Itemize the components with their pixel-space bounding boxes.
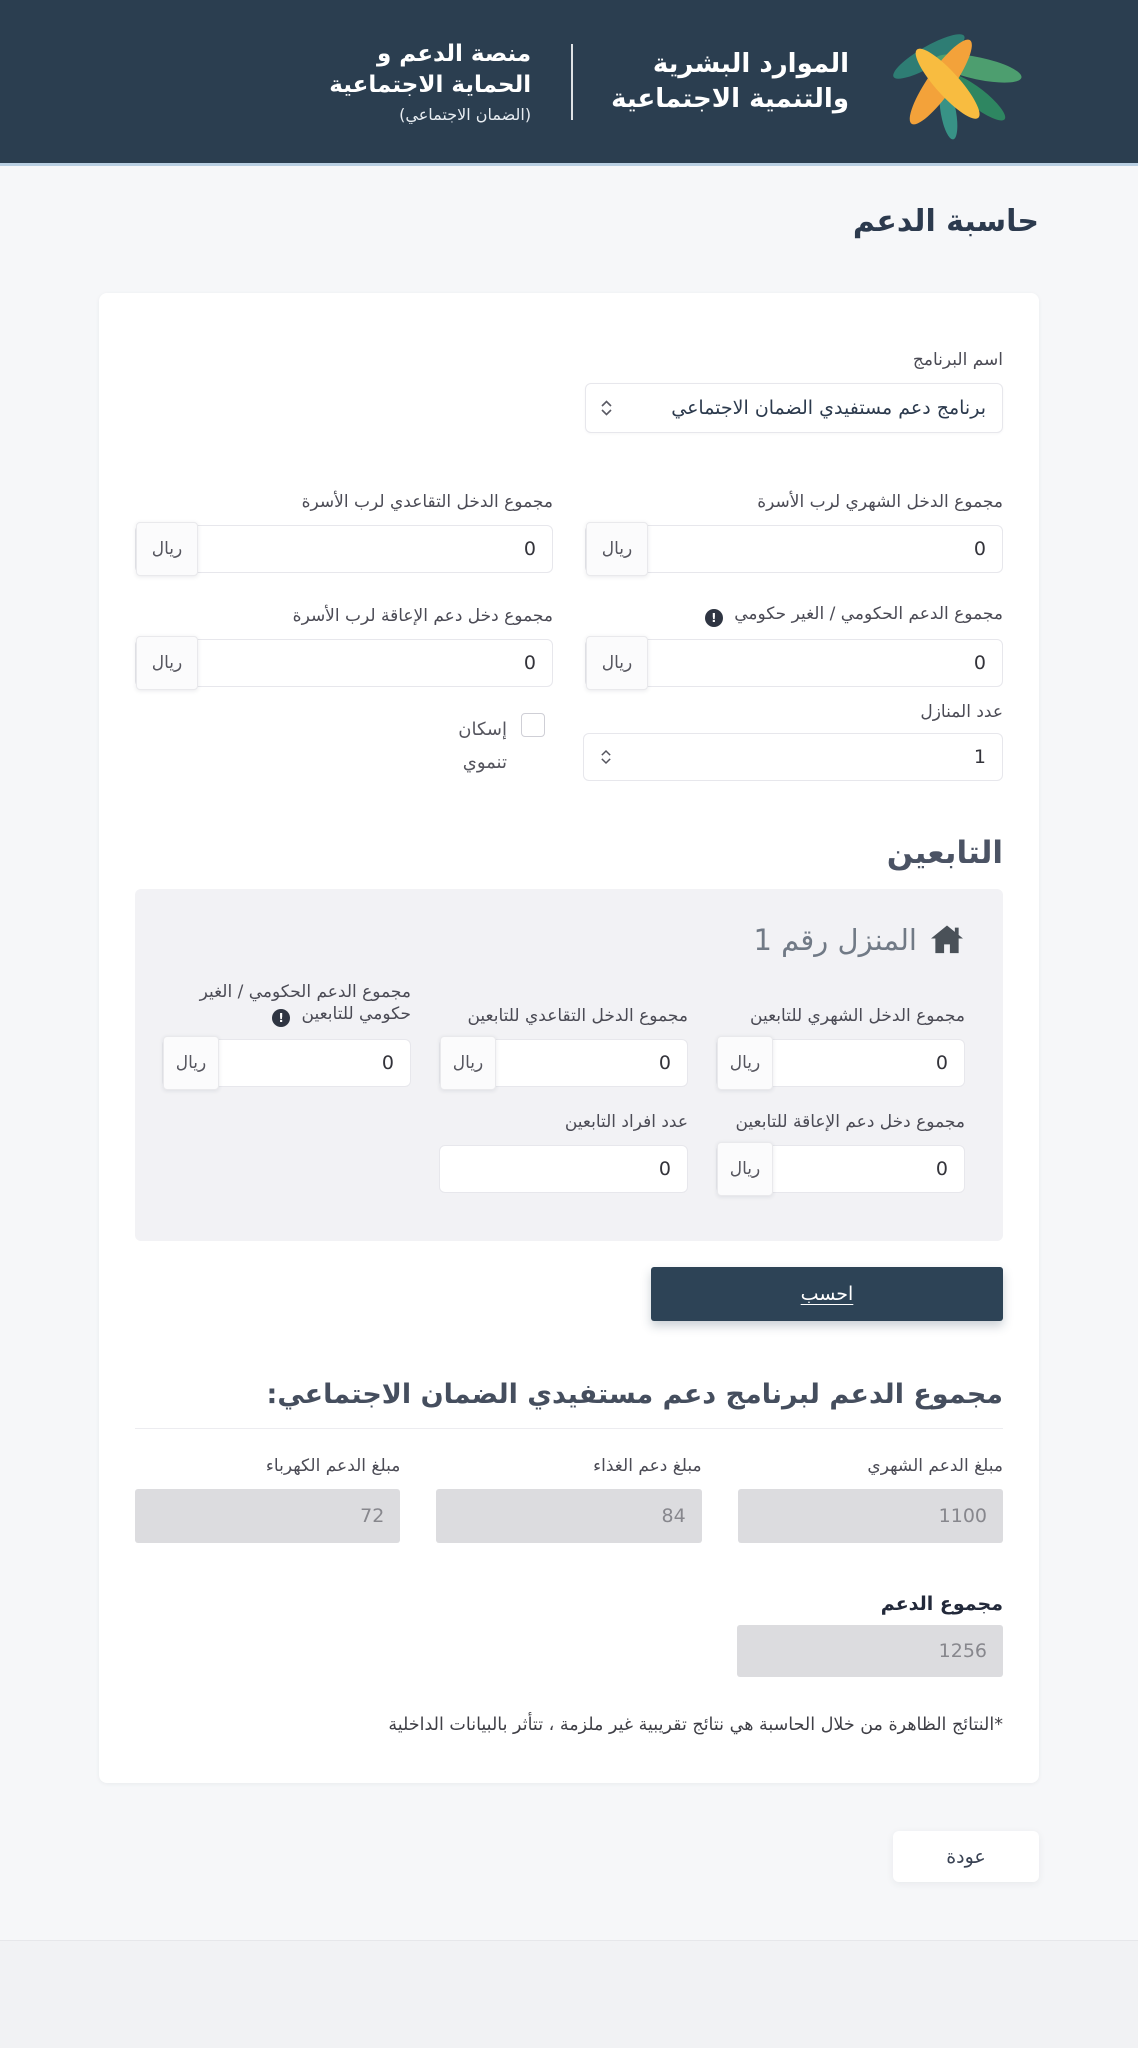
currency-addon: ريال (163, 1036, 219, 1090)
monthly-income-input[interactable] (648, 526, 1002, 572)
platform-subtitle: (الضمان الاجتماعي) (399, 105, 532, 125)
dep-monthly-income-label: مجموع الدخل الشهري للتابعين (750, 1006, 965, 1026)
total-support-value: 1256 (737, 1625, 1003, 1677)
houses-count-label: عدد المنازل (920, 702, 1003, 722)
chevron-updown-icon (600, 399, 613, 417)
housing-checkbox-field (441, 701, 545, 780)
program-name-label: اسم البرنامج (912, 350, 1003, 370)
currency-addon: ريال (586, 522, 648, 576)
dep-monthly-income-input[interactable] (773, 1040, 964, 1086)
calculate-button[interactable]: احسب (651, 1267, 1003, 1321)
electricity-support-result (135, 1455, 400, 1543)
food-support-label: مبلغ دعم الغذاء (593, 1456, 702, 1476)
ministry-logo (863, 9, 1038, 154)
dep-gov-support-label (162, 981, 411, 1027)
total-support-label: مجموع الدعم (880, 1593, 1003, 1615)
disability-income-input[interactable] (198, 640, 552, 686)
electricity-support-value: 72 (135, 1489, 400, 1543)
back-button[interactable]: عودة (893, 1831, 1039, 1882)
dep-members-count-label: عدد افراد التابعين (564, 1112, 688, 1132)
platform-title-line2: الحماية الاجتماعية (329, 72, 532, 98)
developmental-housing-checkbox[interactable] (521, 713, 545, 737)
houses-count-field (583, 701, 1003, 781)
platform-title (329, 39, 531, 124)
platform-title-line1: منصة الدعم و (377, 40, 532, 67)
retirement-income-input[interactable] (198, 526, 552, 572)
disability-income-field (135, 605, 553, 687)
monthly-income-field (585, 491, 1003, 573)
header-divider (571, 44, 573, 120)
houses-count-input[interactable] (612, 734, 1002, 780)
main-content (0, 166, 1138, 1940)
monthly-support-result (738, 1455, 1003, 1543)
food-support-value: 84 (436, 1489, 701, 1543)
dep-gov-support-label-text: مجموع الدعم الحكومي / الغير حكومي للتابعين (199, 982, 411, 1024)
monthly-support-label: مبلغ الدعم الشهري (867, 1456, 1003, 1476)
currency-addon: ريال (136, 522, 198, 576)
dep-retirement-income-input[interactable] (496, 1040, 687, 1086)
calculator-card (99, 293, 1039, 1783)
house-title (173, 923, 965, 957)
program-select-value: برنامج دعم مستفيدي الضمان الاجتماعي (671, 397, 986, 419)
disability-income-label: مجموع دخل دعم الإعاقة لرب الأسرة (292, 606, 553, 626)
program-select[interactable] (585, 383, 1003, 433)
results-title: مجموع الدعم لبرنامج دعم مستفيدي الضمان الاجتماعي: (135, 1379, 1003, 1429)
gov-support-field (585, 603, 1003, 687)
dependents-section-title: التابعين (886, 835, 1003, 871)
dep-monthly-income-field (716, 1005, 965, 1087)
monthly-income-label: مجموع الدخل الشهري لرب الأسرة (757, 492, 1003, 512)
currency-addon: ريال (586, 636, 648, 690)
results-disclaimer: *النتائج الظاهرة من خلال الحاسبة هي نتائج تقريبية غير ملزمة ، تتأثر بالبيانات الداخلية (388, 1715, 1003, 1735)
dep-disability-income-input[interactable] (773, 1146, 964, 1192)
house-title-text: المنزل رقم 1 (753, 923, 917, 957)
dep-retirement-income-label: مجموع الدخل التقاعدي للتابعين (467, 1006, 688, 1026)
ministry-title-line1: الموارد البشرية (652, 49, 849, 80)
page-title: حاسبة الدعم (852, 204, 1039, 239)
info-icon[interactable]: ! (705, 609, 723, 627)
palm-logo-icon (866, 12, 1036, 152)
currency-addon: ريال (717, 1142, 773, 1196)
developmental-housing-label: إسكان تنموي (458, 719, 507, 774)
dep-gov-support-field (162, 981, 411, 1087)
info-icon[interactable]: ! (272, 1009, 290, 1027)
page-footer (0, 1940, 1138, 2048)
dep-retirement-income-field (439, 1005, 688, 1087)
monthly-support-value: 1100 (738, 1489, 1003, 1543)
retirement-income-field (135, 491, 553, 573)
gov-support-label (585, 603, 1003, 627)
ministry-title-line2: والتنمية الاجتماعية (611, 83, 849, 114)
retirement-income-label: مجموع الدخل التقاعدي لرب الأسرة (301, 492, 553, 512)
house-panel (135, 889, 1003, 1241)
gov-support-label-text: مجموع الدعم الحكومي / الغير حكومي (734, 604, 1003, 624)
dep-members-count-input[interactable] (440, 1146, 687, 1192)
food-support-result (436, 1455, 701, 1543)
spinner-updown-icon[interactable] (600, 748, 612, 766)
gov-support-input[interactable] (648, 640, 1002, 686)
app-header (0, 0, 1138, 166)
dep-disability-income-label: مجموع دخل دعم الإعاقة للتابعين (735, 1112, 965, 1132)
currency-addon: ريال (440, 1036, 496, 1090)
dep-members-count-field (439, 1111, 688, 1193)
total-support-result (737, 1593, 1003, 1677)
ministry-title (611, 47, 849, 116)
currency-addon: ريال (136, 636, 198, 690)
dep-gov-support-input[interactable] (219, 1040, 410, 1086)
home-icon (929, 924, 965, 956)
electricity-support-label: مبلغ الدعم الكهرباء (265, 1456, 401, 1476)
dep-disability-income-field (716, 1111, 965, 1193)
currency-addon: ريال (717, 1036, 773, 1090)
